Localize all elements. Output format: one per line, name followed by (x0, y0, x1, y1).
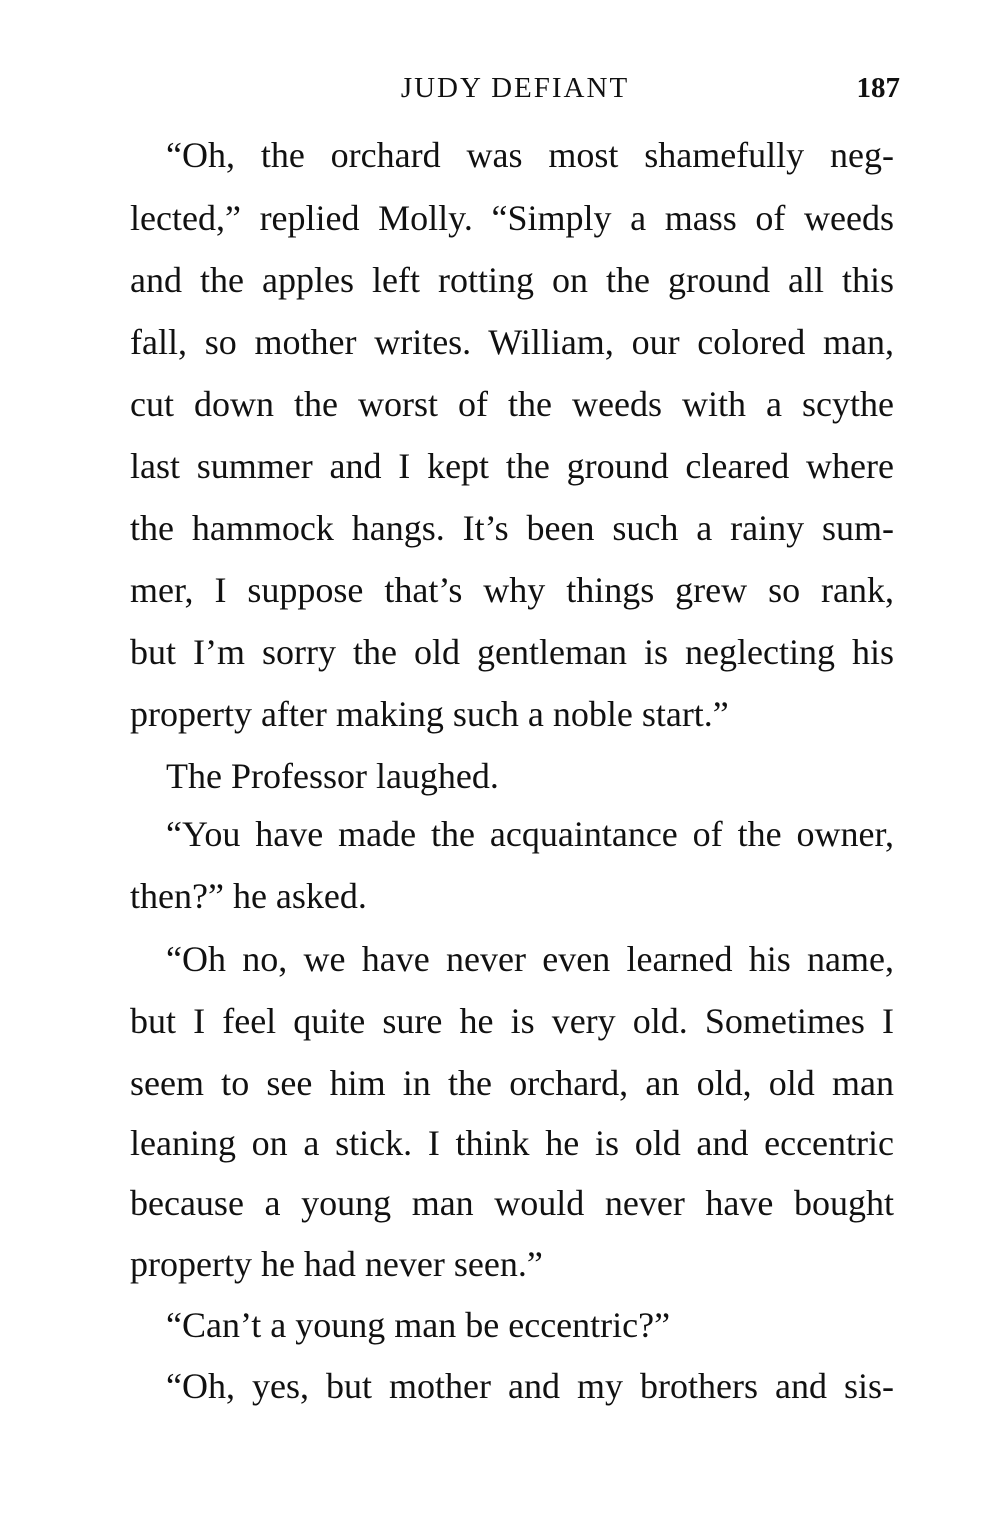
text-line: The Professor laughed. (166, 756, 499, 796)
page-number: 187 (856, 72, 900, 104)
text-line: lected,” replied Molly. “Simply a mass of weeds (130, 198, 894, 238)
text-line: “Can’t a young man be eccentric?” (166, 1305, 671, 1345)
text-line: “Oh no, we have never even learned his name, (166, 939, 894, 979)
text-line: property he had never seen.” (130, 1244, 543, 1284)
text-line: last summer and I kept the ground cleared where (130, 446, 894, 486)
text-line: “Oh, yes, but mother and my brothers and sis- (166, 1366, 894, 1406)
text-line: but I feel quite sure he is very old. Sometimes I (130, 1001, 894, 1041)
text-line: and the apples left rotting on the ground all this (130, 260, 894, 300)
text-line: “Oh, the orchard was most shamefully neg- (166, 135, 894, 175)
text-line: leaning on a stick. I think he is old and eccentric (130, 1123, 894, 1163)
text-line: fall, so mother writes. William, our colored man, (130, 322, 894, 362)
text-line: mer, I suppose that’s why things grew so rank, (130, 570, 894, 610)
text-line: cut down the worst of the weeds with a scythe (130, 384, 894, 424)
text-line: because a young man would never have bought (130, 1183, 894, 1223)
running-head (130, 72, 900, 112)
text-line: property after making such a noble start.” (130, 694, 729, 734)
text-line: then?” he asked. (130, 876, 367, 916)
running-title: JUDY DEFIANT (400, 72, 630, 104)
text-line: but I’m sorry the old gentleman is neglecting his (130, 632, 894, 672)
text-line: seem to see him in the orchard, an old, old man (130, 1063, 894, 1103)
text-line: the hammock hangs. It’s been such a rainy sum- (130, 508, 894, 548)
text-line: “You have made the acquaintance of the owner, (166, 814, 894, 854)
